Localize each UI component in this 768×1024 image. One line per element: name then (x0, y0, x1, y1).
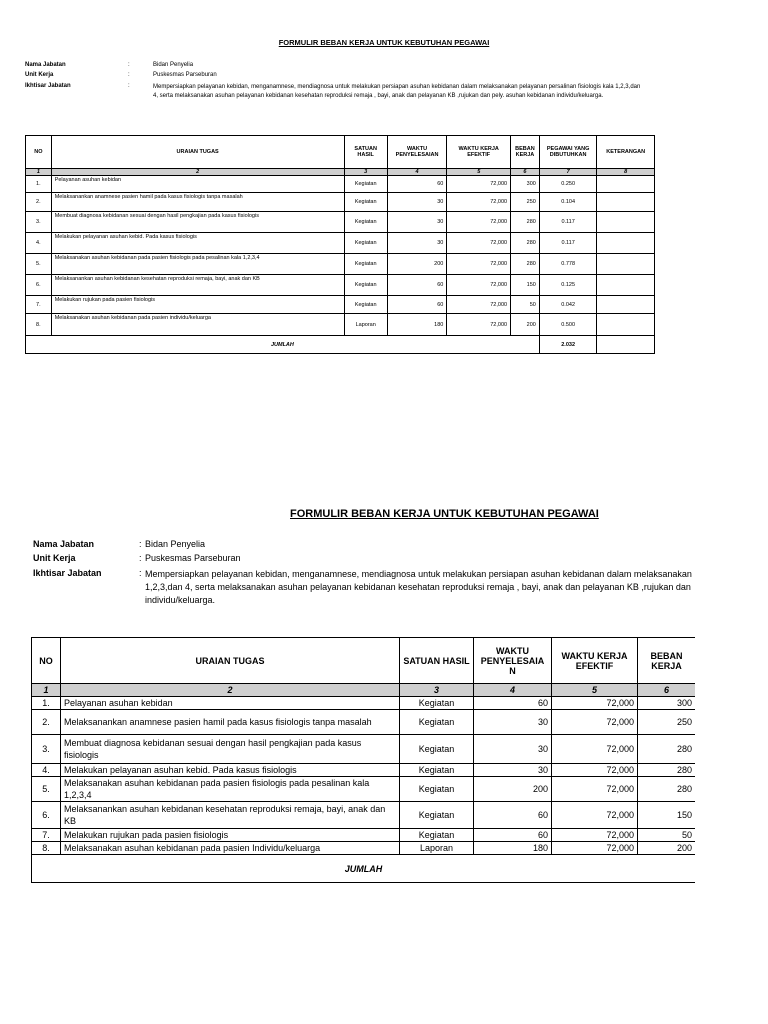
cell-beban: 300 (638, 697, 696, 710)
meta-value: Bidan Penyelia (153, 62, 194, 68)
cell-uraian: Melaksanankan asuhan kebidanan kesehatan reproduksi remaja, bayi, anak dan KB (61, 802, 400, 829)
cell-satuan: Kegiatan (400, 764, 474, 777)
cell-pegawai: 0.250 (539, 176, 597, 193)
cell-no: 6. (32, 802, 61, 829)
meta-value (145, 568, 692, 607)
cell-no: 4. (32, 764, 61, 777)
meta-label: Nama Jabatan (25, 62, 66, 68)
header-beban: BEBAN KERJA (638, 638, 696, 684)
cell-efektif: 72,000 (552, 829, 638, 842)
cell-satuan: Kegiatan (344, 193, 387, 212)
meta-colon: : (139, 568, 142, 578)
col-number: 2 (61, 684, 400, 697)
cell-waktu: 180 (387, 314, 447, 336)
cell-waktu: 60 (474, 802, 552, 829)
cell-beban: 280 (511, 212, 540, 233)
col-number: 4 (387, 169, 447, 176)
cell-no: 8. (32, 842, 61, 855)
table-row (32, 842, 696, 855)
col-number: 5 (447, 169, 511, 176)
cell-satuan: Laporan (400, 842, 474, 855)
cell-uraian: Pelayanan asuhan kebidan (61, 697, 400, 710)
cell-beban: 280 (638, 735, 696, 764)
cell-uraian: Melaksanankan anamnese pasien hamil pada kasus fisiologis tanpa masalah (61, 710, 400, 735)
cell-satuan: Kegiatan (400, 697, 474, 710)
cell-waktu: 30 (387, 193, 447, 212)
cell-no: 5. (26, 254, 52, 275)
cell-satuan: Kegiatan (400, 735, 474, 764)
cell-satuan: Kegiatan (344, 254, 387, 275)
header-beban: BEBAN KERJA (511, 136, 540, 169)
cell-beban: 250 (638, 710, 696, 735)
header-waktu-penyelesaian: WAKTU PENYELESAIA N (474, 638, 552, 684)
cell-no: 2. (32, 710, 61, 735)
cell-uraian: Melakukan rujukan pada pasien fisiologis (51, 296, 344, 314)
meta-ikhtisar (33, 568, 692, 607)
cell-pegawai: 0.104 (539, 193, 597, 212)
cell-satuan: Kegiatan (344, 275, 387, 296)
cell-satuan: Kegiatan (344, 296, 387, 314)
meta-label: Ikhtisar Jabatan (33, 568, 102, 578)
cell-waktu: 30 (387, 212, 447, 233)
col-number: 3 (344, 169, 387, 176)
header-waktu-penyelesaian: WAKTU PENYELESAIAN (387, 136, 447, 169)
table-row (32, 802, 696, 829)
table-row (32, 735, 696, 764)
cell-pegawai: 0.117 (539, 233, 597, 254)
cell-uraian: Melakukan rujukan pada pasien fisiologis (61, 829, 400, 842)
cell-beban: 150 (511, 275, 540, 296)
cell-waktu: 30 (387, 233, 447, 254)
cell-efektif: 72,000 (552, 802, 638, 829)
ikhtisar-line: 1,2,3,dan 4, serta melaksanakan asuhan pelayanan kebidanan kesehatan reproduksi remaja , bayi, anak dan pelayanan KB ,rujukan dan (145, 582, 691, 592)
meta-colon: : (139, 539, 142, 549)
header-waktu-kerja: WAKTU KERJA EFEKTIF (447, 136, 511, 169)
cell-no: 1. (26, 176, 52, 193)
cell-no: 7. (32, 829, 61, 842)
cell-uraian: Melakukan pelayanan asuhan kebid. Pada kasus fisiologis (51, 233, 344, 254)
meta-label: Ikhtisar Jabatan (25, 83, 71, 89)
cell-efektif: 72,000 (552, 697, 638, 710)
header-uraian: URAIAN TUGAS (51, 136, 344, 169)
cell-satuan: Kegiatan (344, 176, 387, 193)
col-number: 6 (511, 169, 540, 176)
cell-no: 2. (26, 193, 52, 212)
header-keterangan: KETERANGAN (597, 136, 655, 169)
col-number: 7 (539, 169, 597, 176)
cell-uraian: Melaksanakan asuhan kebidanan pada pasien individu/keluarga (51, 314, 344, 336)
meta-label: Unit Kerja (25, 72, 54, 78)
cell-efektif: 72,000 (447, 275, 511, 296)
cell-waktu: 200 (474, 777, 552, 802)
col-number: 1 (26, 169, 52, 176)
table-row (32, 697, 696, 710)
col-number: 3 (400, 684, 474, 697)
jumlah-label: JUMLAH (32, 855, 696, 883)
cell-beban: 280 (511, 233, 540, 254)
page-title: FORMULIR BEBAN KERJA UNTUK KEBUTUHAN PEGAWAI (290, 508, 599, 520)
table-row (32, 829, 696, 842)
cell-no: 8. (26, 314, 52, 336)
ikhtisar-line: individu/keluarga. (145, 595, 216, 605)
table-row (32, 764, 696, 777)
cell-waktu: 30 (474, 735, 552, 764)
jumlah-row (32, 855, 696, 883)
col-number: 8 (597, 169, 655, 176)
col-number: 1 (32, 684, 61, 697)
cell-efektif: 72,000 (447, 233, 511, 254)
cell-beban: 50 (511, 296, 540, 314)
header-pegawai: PEGAWAI YANG DIBUTUHKAN (539, 136, 597, 169)
cell-pegawai: 0.042 (539, 296, 597, 314)
ikhtisar-line: Mempersiapkan pelayanan kebidan, menganamnese, mendiagnosa untuk melakukan persiapan asuhan kebidanan dalam melaksanakan (145, 569, 692, 579)
cell-beban: 50 (638, 829, 696, 842)
meta-nama-jabatan (33, 539, 205, 549)
meta-label: Unit Kerja (33, 553, 76, 563)
cell-efektif: 72,000 (447, 296, 511, 314)
meta-value: Bidan Penyelia (145, 539, 206, 549)
cell-uraian: Melaksanakan asuhan kebidanan pada pasien fisiologis pada pesalinan kala 1,2,3,4 (51, 254, 344, 275)
cell-no: 3. (32, 735, 61, 764)
cell-beban: 280 (638, 777, 696, 802)
meta-colon: : (128, 72, 130, 78)
cell-efektif: 72,000 (552, 777, 638, 802)
meta-colon: : (128, 83, 130, 89)
cell-waktu: 60 (387, 275, 447, 296)
col-number: 6 (638, 684, 696, 697)
column-number-row (32, 684, 696, 697)
cell-satuan: Kegiatan (344, 212, 387, 233)
header-satuan: SATUAN HASIL (400, 638, 474, 684)
meta-value: Puskesmas Parseburan (145, 553, 241, 563)
cell-efektif: 72,000 (552, 710, 638, 735)
cell-satuan: Kegiatan (400, 829, 474, 842)
cell-beban: 150 (638, 802, 696, 829)
meta-colon: : (139, 553, 142, 563)
cell-beban: 300 (511, 176, 540, 193)
cell-pegawai: 0.778 (539, 254, 597, 275)
cell-waktu: 30 (474, 710, 552, 735)
table-row (32, 710, 696, 735)
meta-unit-kerja (33, 553, 241, 563)
cell-beban: 250 (511, 193, 540, 212)
cell-beban: 280 (638, 764, 696, 777)
cell-efektif: 72,000 (447, 212, 511, 233)
meta-colon: : (128, 62, 130, 68)
cell-pegawai: 0.500 (539, 314, 597, 336)
cell-uraian: Melaksanankan asuhan kebidanan kesehatan reproduksi remaja, bayi, anak dan KB (51, 275, 344, 296)
cell-efektif: 72,000 (552, 842, 638, 855)
cell-waktu: 60 (387, 296, 447, 314)
cell-beban: 280 (511, 254, 540, 275)
cell-waktu: 60 (474, 829, 552, 842)
header-uraian: URAIAN TUGAS (61, 638, 400, 684)
cell-pegawai: 0.117 (539, 212, 597, 233)
cell-uraian: Pelayanan asuhan kebidan (51, 176, 344, 193)
table-header-row (32, 638, 696, 684)
cell-uraian: Membuat diagnosa kebidanan sesuai dengan hasil pengkajian pada kasus fisiologis (51, 212, 344, 233)
jumlah-value: 2.032 (539, 336, 597, 354)
cell-efektif: 72,000 (552, 764, 638, 777)
cell-no: 4. (26, 233, 52, 254)
cell-uraian: Melaksanakan asuhan kebidanan pada pasien fisiologis pada pesalinan kala 1,2,3,4 (61, 777, 400, 802)
cell-efektif: 72,000 (552, 735, 638, 764)
cell-no: 7. (26, 296, 52, 314)
cell-no: 5. (32, 777, 61, 802)
cell-efektif: 72,000 (447, 176, 511, 193)
cell-beban: 200 (511, 314, 540, 336)
meta-label: Nama Jabatan (33, 539, 95, 549)
cell-uraian: Melaksanakan asuhan kebidanan pada pasien Individu/keluarga (61, 842, 400, 855)
cell-satuan: Kegiatan (400, 777, 474, 802)
cell-satuan: Kegiatan (400, 802, 474, 829)
cell-waktu: 200 (387, 254, 447, 275)
table-row (32, 777, 696, 802)
col-number: 5 (552, 684, 638, 697)
cell-uraian: Membuat diagnosa kebidanan sesuai dengan hasil pengkajian pada kasus fisiologis (61, 735, 400, 764)
col-number: 2 (51, 169, 344, 176)
jumlah-label: JUMLAH (26, 336, 540, 354)
cell-no: 1. (32, 697, 61, 710)
cell-satuan: Kegiatan (344, 233, 387, 254)
cell-efektif: 72,000 (447, 193, 511, 212)
page-title: FORMULIR BEBAN KERJA UNTUK KEBUTUHAN PEGAWAI (278, 38, 490, 47)
cell-no: 3. (26, 212, 52, 233)
header-no: NO (26, 136, 52, 169)
cell-waktu: 180 (474, 842, 552, 855)
cell-efektif: 72,000 (447, 314, 511, 336)
workload-table-large (31, 637, 695, 883)
cell-uraian: Melaksanankan anamnese pasien hamil pada kasus fisiologis tanpa masalah (51, 193, 344, 212)
header-satuan: SATUAN HASIL (344, 136, 387, 169)
cell-satuan: Kegiatan (400, 710, 474, 735)
cell-waktu: 30 (474, 764, 552, 777)
meta-value: Puskesmas Parseburan (153, 72, 217, 78)
cell-beban: 200 (638, 842, 696, 855)
cell-uraian: Melakukan pelayanan asuhan kebid. Pada kasus fisiologis (61, 764, 400, 777)
col-number: 4 (474, 684, 552, 697)
cell-satuan: Laporan (344, 314, 387, 336)
meta-value: Mempersiapkan pelayanan kebidan, menganamnese, mendiagnosa untuk melakukan persiapan asuhan kebidanan dalam melaksanakan pelayanan persalinan fisiologis kala 1,2,3,dan 4, serta melaksanakan asuhan pelayanan kebidanan kesehatan reproduksi remaja , bayi, anak dan pelayanan KB ,rujukan dan pely. asuhan kebidanan individu/keluarga. (153, 84, 641, 99)
cell-efektif: 72,000 (447, 254, 511, 275)
cell-no: 6. (26, 275, 52, 296)
header-no: NO (32, 638, 61, 684)
header-waktu-kerja: WAKTU KERJA EFEKTIF (552, 638, 638, 684)
cell-waktu: 60 (387, 176, 447, 193)
cell-waktu: 60 (474, 697, 552, 710)
cell-pegawai: 0.125 (539, 275, 597, 296)
